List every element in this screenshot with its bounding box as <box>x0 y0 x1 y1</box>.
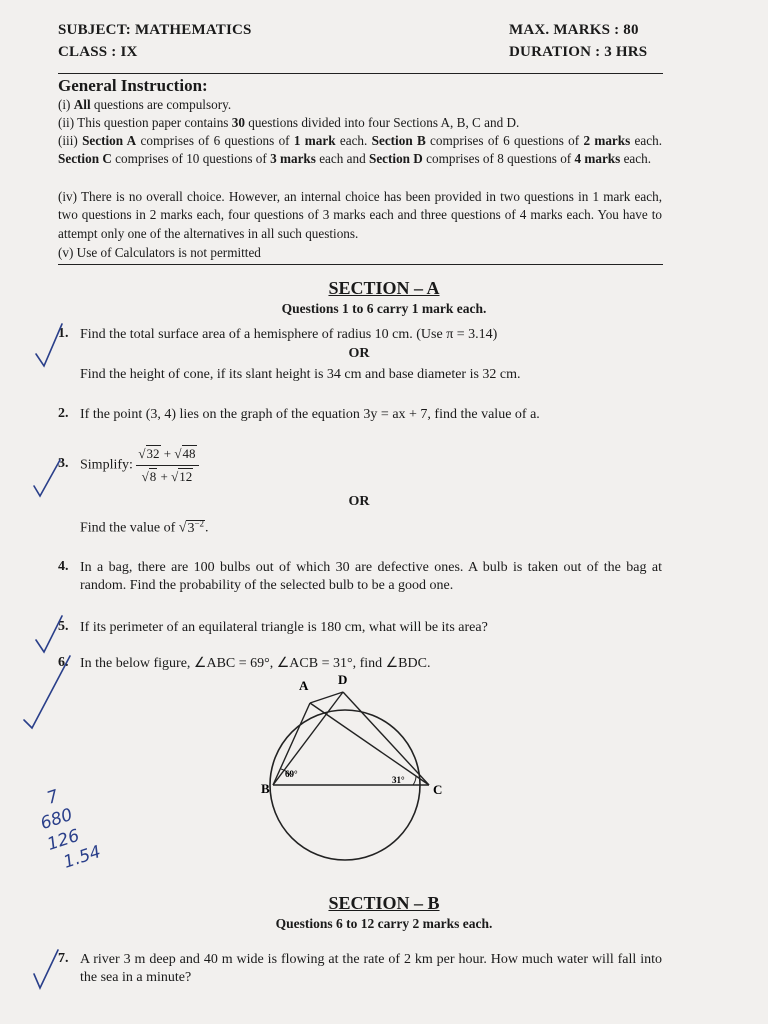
instruction-iii-run: comprises of 6 questions of <box>136 133 294 148</box>
q6-text: In the below figure, ∠ABC = 69°, ∠ACB = 31°, find ∠BDC. <box>80 656 431 671</box>
instruction-iii-run: Section A <box>82 133 137 148</box>
q3-num-a: 32 <box>146 446 160 461</box>
handwritten-working <box>31 768 141 897</box>
q3-num-b: 48 <box>182 446 196 461</box>
duration-label: DURATION : 3 HRS <box>509 44 648 60</box>
instruction-iii-run: Section B <box>371 133 426 148</box>
angle-c-label: 31° <box>392 775 405 785</box>
q7-number: 7. <box>58 951 69 966</box>
q4-number: 4. <box>58 559 69 574</box>
instruction-i-bold: All <box>73 97 91 112</box>
tick-mark-q6 <box>18 650 78 730</box>
angle-c-arc <box>413 776 416 785</box>
q1-or: OR <box>348 346 370 361</box>
q3-den-a: 8 <box>149 469 157 484</box>
instruction-ii <box>58 114 662 132</box>
q1-text: Find the total surface area of a hemisphere of radius 10 cm. (Use π = 3.14) <box>80 327 498 342</box>
instruction-iii-run: comprises of 10 questions of <box>111 151 271 167</box>
instruction-ii-bold: 30 <box>231 115 245 130</box>
instruction-i-prefix: (i) <box>58 97 74 112</box>
instruction-iii-run: each. <box>620 151 652 167</box>
q1-alt-text: Find the height of cone, if its slant height is 34 cm and base diameter is 32 cm. <box>80 367 521 382</box>
tick-stroke <box>36 616 62 652</box>
segment-ac <box>310 703 429 785</box>
instruction-iii-run: 2 marks <box>583 133 631 148</box>
instruction-iii-run: each. <box>335 133 372 148</box>
q3-alt-text: Find the value of $√3^{-2}$. <box>80 518 209 536</box>
angle-b-label: 69° <box>285 769 298 779</box>
instruction-iii-run: Section D <box>368 151 423 167</box>
max-marks-label: MAX. MARKS : 80 <box>509 22 639 38</box>
tick-stroke <box>24 656 70 728</box>
q3-alt-radicand <box>186 520 205 536</box>
instructions-title: General Instruction: <box>58 76 208 95</box>
label-b: B <box>261 781 270 796</box>
section-a-title: SECTION – A <box>328 278 440 298</box>
instruction-iii-run: each. <box>630 133 662 148</box>
q3-text <box>80 444 662 487</box>
q3-denominator: √8 + √12 <box>141 469 193 484</box>
q5-text: If its perimeter of an equilateral triangle is 180 cm, what will be its area? <box>80 620 488 635</box>
q3-fraction <box>136 444 198 487</box>
q3-alt-base: 3 <box>187 520 195 536</box>
q2-number: 2. <box>58 406 69 421</box>
instruction-ii-prefix: (ii) This question paper contains <box>58 115 232 130</box>
circle-figure <box>255 670 455 870</box>
instruction-iii <box>58 132 662 169</box>
label-a: A <box>299 678 309 693</box>
q3-label: Simplify: <box>80 457 133 473</box>
section-b-subtitle: Questions 6 to 12 carry 2 marks each. <box>275 916 493 931</box>
q1-number: 1. <box>58 326 69 341</box>
q6-number: 6. <box>58 655 69 670</box>
tick-mark-q7 <box>28 944 68 994</box>
q4-text: In a bag, there are 100 bulbs out of which 30 are defective ones. A bulb is taken out of the bag at random. Find the probability of the selected bulb to be a good one. <box>80 560 662 593</box>
label-c: C <box>433 782 443 797</box>
tick-stroke <box>34 460 60 496</box>
class-label: CLASS : IX <box>58 44 138 60</box>
section-b-title: SECTION – B <box>328 893 440 913</box>
instruction-iii-run: comprises of 6 questions of <box>425 133 584 148</box>
instruction-iii-run: each and <box>315 151 369 167</box>
instruction-v: (v) Use of Calculators is not permitted <box>58 245 261 260</box>
q5-number: 5. <box>58 619 69 634</box>
q3-numerator: √32 + √48 <box>136 444 198 466</box>
handwriting-line-3: 126 <box>44 825 82 855</box>
instruction-ii-text: questions divided into four Sections A, B, C and D. <box>244 115 520 130</box>
section-a-subtitle: Questions 1 to 6 carry 1 mark each. <box>281 301 487 316</box>
instruction-iv: (iv) There is no overall choice. However, an internal choice has been provided in two questions in 1 mark each, two questions in 2 marks each, four questions of 3 marks each and three questions of 4 marks each. You have to attempt only one of the alternatives in all such questions. <box>58 189 662 241</box>
instruction-iii-run: 4 marks <box>574 151 621 167</box>
instruction-iii-run: Section C <box>58 151 112 167</box>
q3-or: OR <box>348 494 370 509</box>
header-rule <box>58 73 663 74</box>
instruction-iii-run: 3 marks <box>270 151 316 167</box>
tick-mark-q1 <box>28 320 68 370</box>
tick-stroke <box>36 324 62 366</box>
q3-alt-label: Find the value of <box>80 520 176 536</box>
handwriting-line-2: 680 <box>38 804 76 834</box>
q7-text: A river 3 m deep and 40 m wide is flowing at the rate of 2 km per hour. How much water will fall into the sea in a minute? <box>80 952 662 985</box>
instruction-iii-run: 1 mark <box>293 133 336 148</box>
q3-alt-exponent: −2 <box>194 518 205 528</box>
tick-stroke <box>34 950 58 988</box>
q3-number: 3. <box>58 456 69 471</box>
instruction-i <box>58 96 662 114</box>
label-d: D <box>338 672 348 687</box>
instruction-i-text: questions are compulsory. <box>90 97 232 112</box>
handwriting-line-1: 7 <box>44 786 62 809</box>
subject-label: SUBJECT: MATHEMATICS <box>58 22 252 38</box>
instruction-iii-run: (iii) <box>58 133 83 148</box>
instructions-rule <box>58 264 663 265</box>
q3-alt-period: . <box>205 520 209 536</box>
q2-text: If the point (3, 4) lies on the graph of the equation 3y = ax + 7, find the value of a. <box>80 407 540 422</box>
segment-dc <box>343 692 429 785</box>
instruction-iii-run: comprises of 8 questions of <box>422 151 575 167</box>
tick-mark-q3 <box>28 450 68 500</box>
handwriting-line-4: 1.54 <box>61 841 104 873</box>
q3-den-b: 12 <box>179 469 193 484</box>
